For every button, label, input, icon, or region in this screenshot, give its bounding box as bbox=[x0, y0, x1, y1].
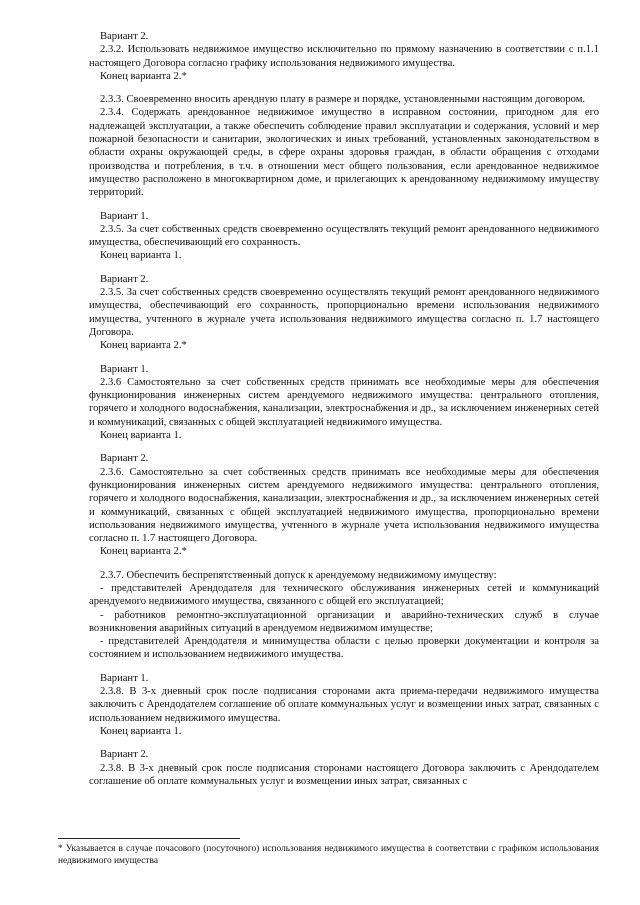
footnote-divider bbox=[58, 838, 240, 839]
document-body bbox=[89, 30, 599, 788]
paragraph: 2.3.6 Самостоятельно за счет собственных средств принимать все необходимые меры для обеспечения функционирования инженерных систем арендуемого недвижимого имущества: центрального отопления, горячего и холодного водоснабжения, канализации, электроснабжения и др., за исключением инженерных сетей и коммуникаций, связанных с общей эксплуатацией недвижимого имущества. bbox=[89, 376, 599, 428]
block-2-3-5-variant-2 bbox=[89, 273, 599, 353]
paragraph: Вариант 2. bbox=[100, 31, 149, 42]
paragraph: Конец варианта 1. bbox=[100, 725, 182, 737]
paragraph: Конец варианта 1. bbox=[100, 250, 182, 262]
paragraph: Вариант 2. bbox=[100, 453, 149, 465]
paragraph: Конец варианта 1. bbox=[100, 430, 182, 442]
block-2-3-7 bbox=[89, 569, 599, 662]
paragraph: Вариант 1. bbox=[100, 210, 149, 222]
paragraph: 2.3.7. Обеспечить беспрепятственный допуск к арендуемому недвижимому имуществу: bbox=[100, 569, 497, 581]
paragraph: 2.3.6. Самостоятельно за счет собственных средств принимать все необходимые меры для обеспечения функционирования инженерных систем арендуемого недвижимого имущества: центрального отопления, горячего и холодного водоснабжения, канализации, электроснабжения и др., за исключением инженерных сетей и коммуникаций, связанных с общей эксплуатацией недвижимого имущества, пропорционально времени использования недвижимого имущества, учтенного в журнале учета использования недвижимого имущества согласно п. 1.7 настоящего Договора. bbox=[89, 466, 599, 545]
footnote: * Указывается в случае почасового (посуточного) использования недвижимого имущества в соответствии с графиком использования недвижимого имущества bbox=[58, 844, 599, 866]
paragraph: Вариант 1. bbox=[100, 672, 149, 684]
block-2-3-8-variant-2 bbox=[89, 748, 599, 788]
paragraph: Конец варианта 2.* bbox=[100, 70, 187, 82]
block-2-3-2-variant-2 bbox=[89, 30, 599, 83]
list-item: - представителей Арендодателя и минимущества области с целью проверки документации и контроля за состоянием и использованием недвижимого имущества. bbox=[89, 636, 599, 661]
paragraph: 2.3.4. Содержать арендованное недвижимое имущество в исправном состоянии, пригодном для его надлежащей эксплуатации, а также обеспечить соблюдение правил эксплуатации и содержания, условий и мер пожарной безопасности и санитарии, экологических и иных требований, установленных законодательством в области охраны окружающей среды, в сфере охраны здоровья граждан, в области обращения с отходами производства и потребления, в т.ч. в отношении мест общего пользования, если арендованное недвижимое имущество расположено в многоквартирном доме, и прилегающих к арендованному недвижимому имуществу территорий. bbox=[89, 107, 599, 199]
paragraph: 2.3.8. В 3-х дневный срок после подписания сторонами настоящего Договора заключить с Арендодателем соглашение об оплате коммунальных услуг и возмещении иных затрат, связанных с bbox=[89, 762, 599, 787]
paragraph: 2.3.5. За счет собственных средств своевременно осуществлять текущий ремонт арендованного недвижимого имущества, обеспечивающий его сохранность, пропорционально времени использования недвижимого имущества, учтенного в журнале учета использования недвижимого имущества согласно п. 1.7 настоящего Договора. bbox=[89, 287, 599, 338]
list-item: - работников ремонтно-эксплуатационной организации и аварийно-технических служб в случае возникновения аварийных ситуаций в арендуемом недвижимом имуществе; bbox=[89, 609, 599, 634]
list-item: - представителей Арендодателя для технического обслуживания инженерных сетей и коммуникаций арендуемого недвижимого имущества, связанного с общей его эксплуатацией; bbox=[89, 582, 599, 608]
paragraph: 2.3.2. Использовать недвижимое имущество исключительно по прямому назначению в соответствии с п.1.1 настоящего Договора согласно графику использования недвижимого имущества. bbox=[89, 44, 599, 69]
paragraph: Конец варианта 2.* bbox=[100, 546, 187, 558]
block-2-3-3-2-3-4 bbox=[89, 93, 599, 199]
paragraph: Вариант 2. bbox=[100, 273, 149, 285]
paragraph: 2.3.8. В 3-х дневный срок после подписания сторонами акта приема-передачи недвижимого имущества заключить с Арендодателем соглашение об оплате коммунальных услуг и возмещении иных затрат, связанных с использованием недвижимого имущества. bbox=[89, 686, 599, 724]
paragraph: Вариант 2. bbox=[100, 749, 149, 761]
block-2-3-6-variant-1 bbox=[89, 363, 599, 443]
paragraph: 2.3.3. Своевременно вносить арендную плату в размере и порядке, установленными настоящим договором. bbox=[100, 94, 586, 106]
paragraph: 2.3.5. За счет собственных средств своевременно осуществлять текущий ремонт арендованного недвижимого имущества, обеспечивающий его сохранность. bbox=[89, 223, 599, 249]
block-2-3-6-variant-2 bbox=[89, 452, 599, 558]
block-2-3-8-variant-1 bbox=[89, 672, 599, 738]
paragraph: Вариант 1. bbox=[100, 363, 149, 375]
block-2-3-5-variant-1 bbox=[89, 210, 599, 263]
paragraph: Конец варианта 2.* bbox=[100, 340, 187, 352]
